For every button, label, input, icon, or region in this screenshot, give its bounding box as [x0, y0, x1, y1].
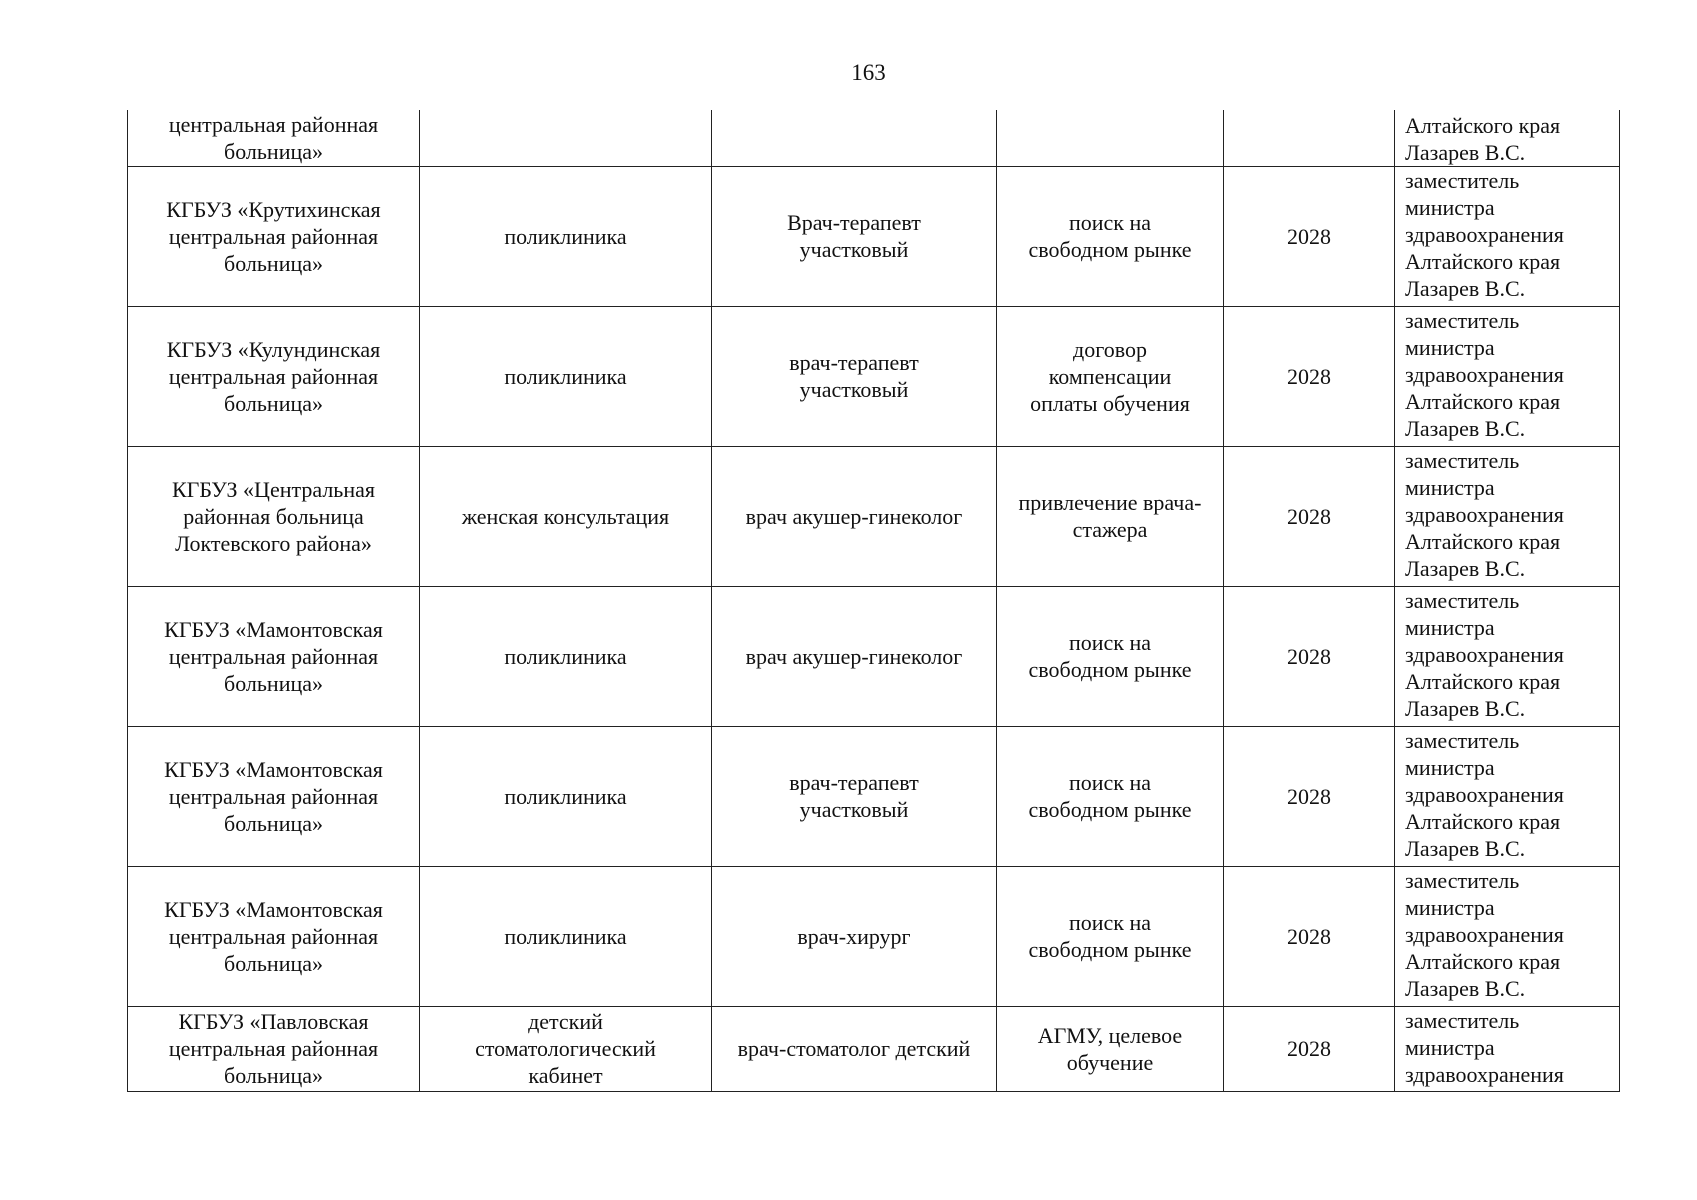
position-cell: врач акушер-гинеколог — [712, 446, 997, 586]
responsible-cell: заместитель министра здравоохранения — [1395, 1006, 1620, 1091]
position-cell — [712, 110, 997, 166]
year-cell: 2028 — [1224, 866, 1395, 1006]
year-cell: 2028 — [1224, 446, 1395, 586]
table-row — [128, 446, 1620, 586]
unit-cell: поликлиника — [420, 866, 712, 1006]
position-cell: врач-терапевт участковый — [712, 306, 997, 446]
method-cell: поиск на свободном рынке — [997, 726, 1224, 866]
org-cell: КГБУЗ «Павловская центральная районная больница» — [128, 1006, 420, 1091]
table-row — [128, 1006, 1620, 1091]
method-cell: поиск на свободном рынке — [997, 586, 1224, 726]
org-cell: КГБУЗ «Крутихинская центральная районная больница» — [128, 166, 420, 306]
page-number: 163 — [851, 60, 886, 85]
org-cell: КГБУЗ «Мамонтовская центральная районная больница» — [128, 726, 420, 866]
method-cell: договор компенсации оплаты обучения — [997, 306, 1224, 446]
responsible-cell: заместитель министра здравоохранения Алтайского края Лазарев В.С. — [1395, 166, 1620, 306]
responsible-cell: заместитель министра здравоохранения Алтайского края Лазарев В.С. — [1395, 866, 1620, 1006]
method-cell: поиск на свободном рынке — [997, 866, 1224, 1006]
table-row — [128, 110, 1620, 166]
year-cell: 2028 — [1224, 726, 1395, 866]
org-cell: КГБУЗ «Кулундинская центральная районная больница» — [128, 306, 420, 446]
responsible-cell: заместитель министра здравоохранения Алтайского края Лазарев В.С. — [1395, 726, 1620, 866]
unit-cell: поликлиника — [420, 166, 712, 306]
responsible-cell: заместитель министра здравоохранения Алтайского края Лазарев В.С. — [1395, 446, 1620, 586]
position-cell: врач-хирург — [712, 866, 997, 1006]
staffing-table — [127, 110, 1620, 1092]
table-row — [128, 166, 1620, 306]
org-cell: КГБУЗ «Центральная районная больница Локтевского района» — [128, 446, 420, 586]
unit-cell: поликлиника — [420, 726, 712, 866]
year-cell: 2028 — [1224, 586, 1395, 726]
unit-cell: женская консультация — [420, 446, 712, 586]
org-cell: КГБУЗ «Мамонтовская центральная районная больница» — [128, 586, 420, 726]
year-cell: 2028 — [1224, 306, 1395, 446]
table-row — [128, 306, 1620, 446]
method-cell: поиск на свободном рынке — [997, 166, 1224, 306]
table-row — [128, 726, 1620, 866]
responsible-cell: заместитель министра здравоохранения Алтайского края Лазарев В.С. — [1395, 306, 1620, 446]
org-cell: КГБУЗ «Мамонтовская центральная районная больница» — [128, 866, 420, 1006]
table-row — [128, 866, 1620, 1006]
unit-cell: детский стоматологический кабинет — [420, 1006, 712, 1091]
responsible-cell: Алтайского края Лазарев В.С. — [1395, 110, 1620, 166]
unit-cell: поликлиника — [420, 586, 712, 726]
method-cell: АГМУ, целевое обучение — [997, 1006, 1224, 1091]
year-cell: 2028 — [1224, 166, 1395, 306]
position-cell: Врач-терапевт участковый — [712, 166, 997, 306]
method-cell — [997, 110, 1224, 166]
year-cell: 2028 — [1224, 1006, 1395, 1091]
table-row — [128, 586, 1620, 726]
unit-cell: поликлиника — [420, 306, 712, 446]
position-cell: врач акушер-гинеколог — [712, 586, 997, 726]
unit-cell — [420, 110, 712, 166]
year-cell — [1224, 110, 1395, 166]
org-cell: центральная районная больница» — [128, 110, 420, 166]
position-cell: врач-стоматолог детский — [712, 1006, 997, 1091]
position-cell: врач-терапевт участковый — [712, 726, 997, 866]
responsible-cell: заместитель министра здравоохранения Алтайского края Лазарев В.С. — [1395, 586, 1620, 726]
method-cell: привлечение врача- стажера — [997, 446, 1224, 586]
